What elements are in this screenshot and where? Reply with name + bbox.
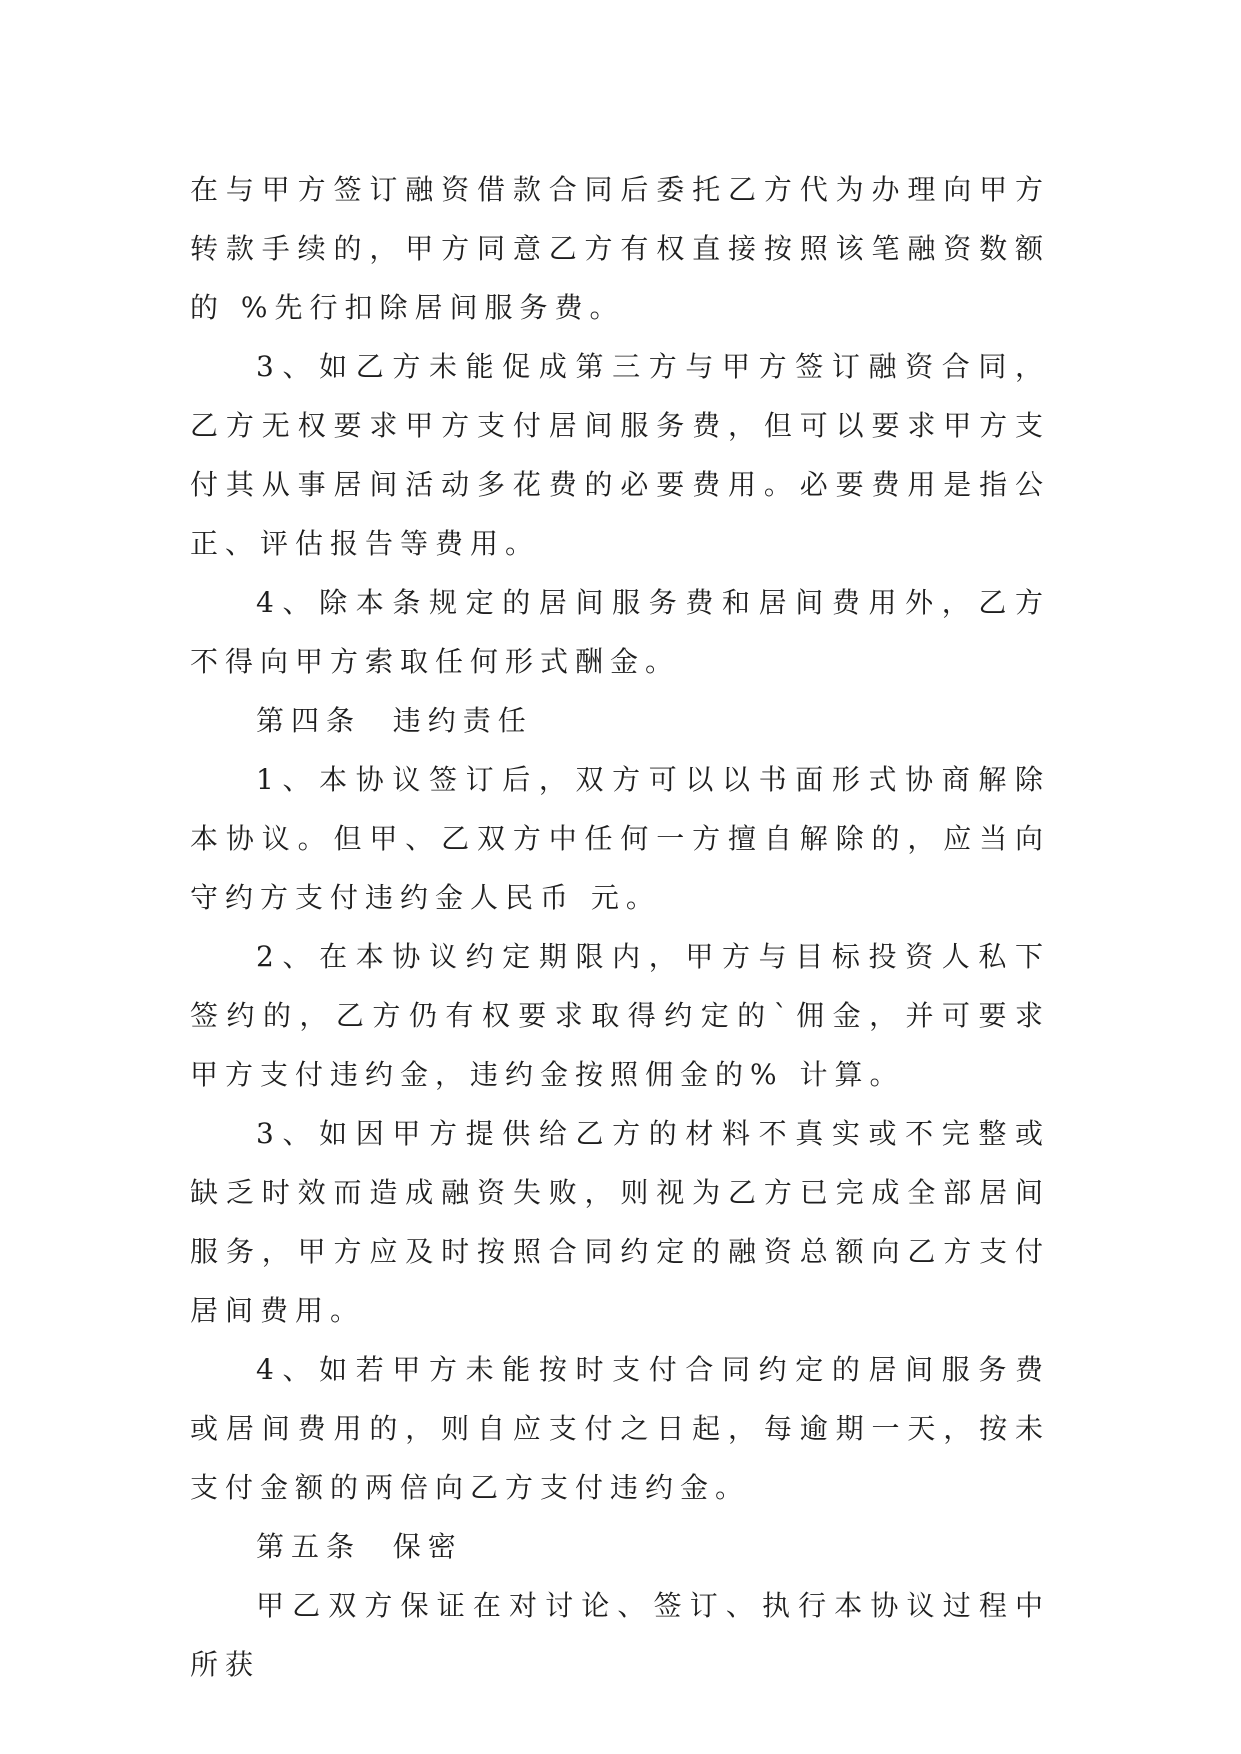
paragraph-confidentiality: 甲乙双方保证在对讨论、签订、执行本协议过程中所获: [190, 1589, 1050, 1681]
paragraph-clause-4-no-remuneration: 4、除本条规定的居间服务费和居间费用外，乙方不得向甲方索取任何形式酬金。: [190, 586, 1050, 678]
section-heading-article-4: 第四条 违约责任: [256, 704, 533, 737]
paragraph-breach-1: 1、本协议签订后，双方可以以书面形式协商解除本协议。但甲、乙双方中任何一方擅自解除的，应当向守约方支付违约金人民币 元。: [190, 763, 1050, 914]
paragraph-clause-3-no-fee: 3、如乙方未能促成第三方与甲方签订融资合同，乙方无权要求甲方支付居间服务费，但可以要求甲方支付其从事居间活动多花费的必要费用。必要费用是指公正、评估报告等费用。: [190, 350, 1050, 560]
paragraph-fee-deduction: 在与甲方签订融资借款合同后委托乙方代为办理向甲方转款手续的，甲方同意乙方有权直接按照该笔融资数额的 %先行扣除居间服务费。: [190, 173, 1050, 324]
paragraph-breach-2: 2、在本协议约定期限内，甲方与目标投资人私下签约的，乙方仍有权要求取得约定的`佣金，并可要求甲方支付违约金，违约金按照佣金的% 计算。: [190, 940, 1050, 1091]
paragraph-breach-3: 3、如因甲方提供给乙方的材料不真实或不完整或缺乏时效而造成融资失败，则视为乙方已完成全部居间服务，甲方应及时按照合同约定的融资总额向乙方支付居间费用。: [190, 1117, 1050, 1327]
section-heading-article-5: 第五条 保密: [256, 1530, 463, 1563]
document-page: [190, 160, 1050, 1694]
paragraph-breach-4: 4、如若甲方未能按时支付合同约定的居间服务费或居间费用的，则自应支付之日起，每逾期一天，按未支付金额的两倍向乙方支付违约金。: [190, 1353, 1050, 1504]
